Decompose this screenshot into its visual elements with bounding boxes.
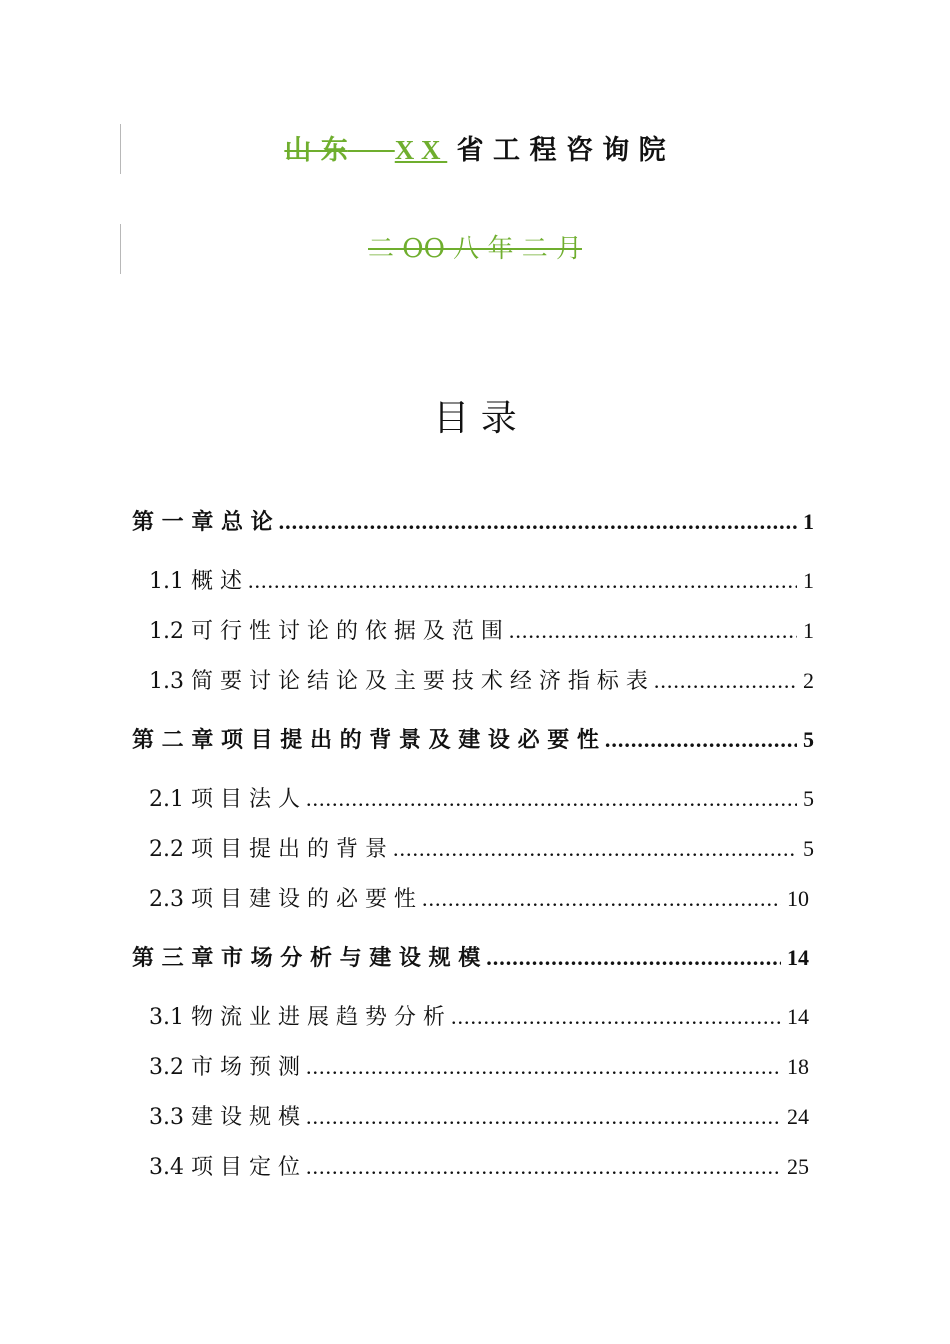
toc-entry-chapter-1[interactable] [132, 507, 814, 537]
toc-entry-section-3-3[interactable] [149, 1102, 809, 1132]
dot-leader [306, 1102, 781, 1132]
toc-entry-page: 25 [787, 1154, 809, 1179]
toc-entry-section-3-1[interactable] [149, 1002, 809, 1032]
dot-leader [279, 507, 797, 537]
toc-entry-label: 3.4 项 目 定 位 [149, 1155, 300, 1180]
dot-leader [248, 566, 797, 596]
toc-entry-page: 5 [803, 836, 814, 861]
toc-entry-section-3-4[interactable] [149, 1152, 809, 1182]
dot-leader [654, 666, 797, 696]
toc-entry-label: 2.1 项 目 法 人 [149, 787, 300, 812]
dot-leader [306, 1152, 781, 1182]
toc-entry-label: 1.2 可 行 性 讨 论 的 依 据 及 范 围 [149, 619, 503, 644]
toc-entry-label: 3.1 物 流 业 进 展 趋 势 分 析 [149, 1005, 445, 1030]
organization-name [0, 128, 950, 167]
toc-entry-label: 2.2 项 目 提 出 的 背 景 [149, 837, 387, 862]
toc-entry-page: 14 [787, 945, 809, 970]
dot-leader [486, 943, 781, 973]
dot-leader [306, 1052, 781, 1082]
dot-leader [393, 834, 797, 864]
toc-entry-label: 2.3 项 目 建 设 的 必 要 性 [149, 887, 416, 912]
toc-entry-page: 5 [803, 727, 814, 752]
inserted-text: X X [394, 135, 441, 165]
toc-entry-section-1-2[interactable] [149, 616, 814, 646]
toc-entry-label: 第 一 章 总 论 [132, 510, 273, 535]
toc-entry-page: 10 [787, 886, 809, 911]
toc-entry-label: 1.3 简 要 讨 论 结 论 及 主 要 技 术 经 济 指 标 表 [149, 669, 648, 694]
dot-leader [306, 784, 797, 814]
toc-entry-page: 24 [787, 1104, 809, 1129]
toc-entry-section-1-1[interactable] [149, 566, 814, 596]
dot-leader [605, 725, 797, 755]
toc-entry-page: 18 [787, 1054, 809, 1079]
deleted-space [348, 135, 395, 166]
inserted-space [441, 135, 448, 165]
toc-entry-section-3-2[interactable] [149, 1052, 809, 1082]
toc-entry-label: 3.3 建 设 规 模 [149, 1105, 300, 1130]
deleted-text: 山 东 [284, 135, 348, 166]
toc-entry-page: 1 [803, 568, 814, 593]
toc-entry-chapter-2[interactable] [132, 725, 814, 755]
toc-entry-page: 1 [803, 618, 814, 643]
toc-entry-label: 3.2 市 场 预 测 [149, 1055, 300, 1080]
toc-entry-section-2-2[interactable] [149, 834, 814, 864]
toc-entry-section-2-3[interactable] [149, 884, 809, 914]
toc-entry-label: 第 二 章 项 目 提 出 的 背 景 及 建 设 必 要 性 [132, 728, 599, 753]
toc-entry-label: 第 三 章 市 场 分 析 与 建 设 规 模 [132, 946, 481, 971]
toc-entry-section-2-1[interactable] [149, 784, 814, 814]
toc-entry-page: 1 [803, 509, 814, 534]
toc-entry-page: 5 [803, 786, 814, 811]
document-date-deleted: 二 OO 八 年 二 月 [368, 234, 582, 264]
toc-entry-page: 14 [787, 1004, 809, 1029]
toc-entry-section-1-3[interactable] [149, 666, 814, 696]
toc-title: 目 录 [433, 398, 517, 439]
dot-leader [509, 616, 797, 646]
toc-entry-chapter-3[interactable] [132, 943, 809, 973]
dot-leader [451, 1002, 781, 1032]
dot-leader [422, 884, 781, 914]
toc-entry-label: 1.1 概 述 [149, 569, 242, 594]
toc-entry-page: 2 [803, 668, 814, 693]
organization-rest: 省 工 程 咨 询 院 [456, 135, 666, 166]
